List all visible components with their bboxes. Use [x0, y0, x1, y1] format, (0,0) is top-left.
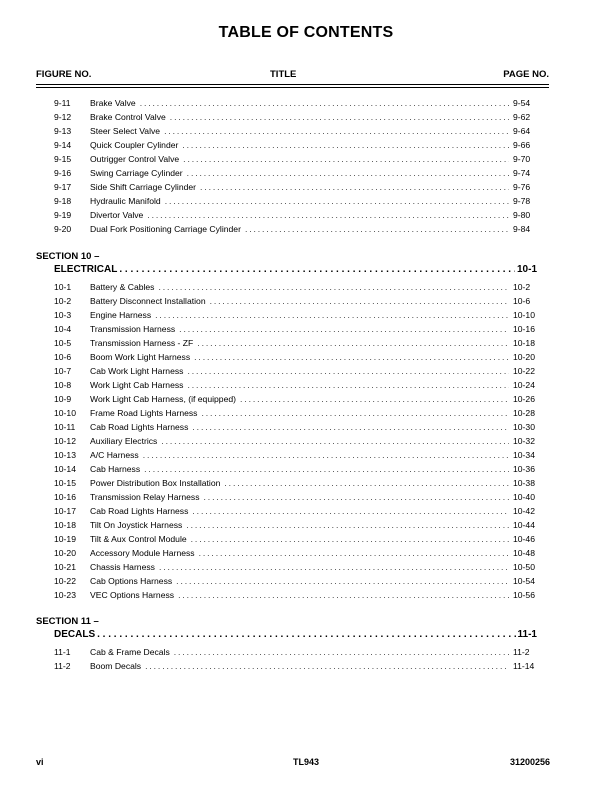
figure-number: 9-13 [54, 126, 72, 136]
toc-entry[interactable] [54, 393, 549, 405]
figure-number: 10-23 [54, 590, 76, 600]
leader-dots [224, 477, 509, 489]
toc-entry[interactable] [54, 589, 549, 601]
entry-title: Auxiliary Electrics [90, 436, 158, 446]
entry-title: Work Light Cab Harness [90, 380, 184, 390]
leader-dots [187, 167, 509, 179]
section-11-name: DECALS [54, 629, 96, 640]
entry-page: 9-78 [513, 196, 531, 206]
entry-page: 10-30 [513, 422, 535, 432]
entry-title: Cab Work Light Harness [90, 366, 184, 376]
toc-entry[interactable] [54, 379, 549, 391]
figure-number: 10-21 [54, 562, 76, 572]
leader-dots [200, 181, 509, 193]
leader-dots [176, 575, 509, 587]
entry-title: Engine Harness [90, 310, 152, 320]
figure-number: 10-13 [54, 450, 76, 460]
figure-number: 10-22 [54, 576, 76, 586]
entry-title: Chassis Harness [90, 562, 155, 572]
entry-title: Cab & Frame Decals [90, 647, 170, 657]
entry-title: VEC Options Harness [90, 590, 175, 600]
leader-dots [170, 111, 509, 123]
figure-number: 10-12 [54, 436, 76, 446]
figure-number: 10-11 [54, 422, 76, 432]
toc-entry[interactable] [54, 125, 549, 137]
toc-entry[interactable] [54, 281, 549, 293]
figure-number: 10-9 [54, 394, 72, 404]
leader-dots [155, 309, 509, 321]
toc-entry[interactable] [54, 561, 549, 573]
entry-page: 9-66 [513, 140, 531, 150]
leader-dots [178, 589, 509, 601]
leader-dots [187, 365, 509, 377]
entry-title: Battery & Cables [90, 282, 155, 292]
toc-entry[interactable] [54, 295, 549, 307]
entry-page: 10-6 [513, 296, 531, 306]
toc-entry[interactable] [54, 153, 549, 165]
entry-page: 10-40 [513, 492, 535, 502]
figure-number: 11-2 [54, 661, 71, 671]
toc-entry[interactable] [54, 351, 549, 363]
toc-entry[interactable] [54, 223, 549, 235]
toc-entry[interactable] [54, 477, 549, 489]
entry-title: A/C Harness [90, 450, 139, 460]
leader-dots [204, 491, 509, 503]
entry-title: Accessory Module Harness [90, 548, 195, 558]
toc-entry[interactable] [54, 421, 549, 433]
toc-entry[interactable] [54, 181, 549, 193]
entry-title: Side Shift Carriage Cylinder [90, 182, 197, 192]
toc-entry[interactable] [54, 505, 549, 517]
leader-dots [187, 379, 509, 391]
entry-page: 10-22 [513, 366, 535, 376]
column-headers [36, 69, 549, 81]
leader-dots [161, 435, 509, 447]
toc-entry[interactable] [54, 111, 549, 123]
entry-page: 10-28 [513, 408, 535, 418]
toc-entry[interactable] [54, 323, 549, 335]
entry-title: Cab Options Harness [90, 576, 173, 586]
entry-page: 10-32 [513, 436, 535, 446]
toc-entry[interactable] [54, 435, 549, 447]
figure-no-header: FIGURE NO. [36, 69, 92, 80]
entry-page: 9-76 [513, 182, 531, 192]
leader-dots [119, 264, 515, 275]
figure-number: 9-17 [54, 182, 72, 192]
figure-number: 10-1 [54, 282, 72, 292]
leader-dots [158, 281, 509, 293]
entry-page: 10-56 [513, 590, 535, 600]
figure-number: 10-5 [54, 338, 72, 348]
footer-model: TL943 [292, 757, 319, 767]
entry-page: 9-84 [513, 224, 531, 234]
entry-page: 9-64 [513, 126, 531, 136]
entry-title: Cab Road Lights Harness [90, 422, 189, 432]
toc-entry[interactable] [54, 449, 549, 461]
leader-dots [183, 153, 509, 165]
entry-page: 10-16 [513, 324, 535, 334]
section-10-page: 10-1 [516, 264, 537, 275]
entry-page: 10-18 [513, 338, 535, 348]
figure-number: 10-2 [54, 296, 72, 306]
entry-title: Brake Valve [90, 98, 136, 108]
figure-number: 10-15 [54, 478, 76, 488]
leader-dots [201, 407, 509, 419]
toc-entry[interactable] [54, 463, 549, 475]
toc-entry[interactable] [54, 407, 549, 419]
entry-title: Quick Coupler Cylinder [90, 140, 179, 150]
figure-number: 9-12 [54, 112, 72, 122]
section-10-title-line[interactable] [54, 264, 537, 276]
leader-dots [194, 351, 509, 363]
entry-page: 9-80 [513, 210, 531, 220]
figure-number: 9-18 [54, 196, 72, 206]
leader-dots [179, 323, 509, 335]
entry-title: Tilt & Aux Control Module [90, 534, 187, 544]
toc-entry[interactable] [54, 533, 549, 545]
entry-title: Brake Control Valve [90, 112, 166, 122]
entry-title: Tilt On Joystick Harness [90, 520, 183, 530]
entry-page: 10-34 [513, 450, 535, 460]
entry-page: 10-42 [513, 506, 535, 516]
leader-dots [164, 125, 509, 137]
figure-number: 9-20 [54, 224, 72, 234]
entry-title: Boom Work Light Harness [90, 352, 191, 362]
toc-entry[interactable] [54, 646, 549, 658]
toc-entry[interactable] [54, 167, 549, 179]
leader-dots [97, 629, 515, 640]
figure-number: 11-1 [54, 647, 71, 657]
title-header: TITLE [270, 69, 297, 80]
leader-dots [199, 547, 509, 559]
figure-number: 10-19 [54, 534, 76, 544]
entry-page: 10-2 [513, 282, 531, 292]
entry-page: 10-36 [513, 464, 535, 474]
entry-title: Dual Fork Positioning Carriage Cylinder [90, 224, 241, 234]
entry-page: 9-54 [513, 98, 531, 108]
leader-dots [140, 97, 509, 109]
leader-dots [174, 646, 509, 658]
entry-title: Power Distribution Box Installation [90, 478, 221, 488]
leader-dots [210, 295, 509, 307]
figure-number: 9-16 [54, 168, 72, 178]
leader-dots [192, 505, 509, 517]
entry-page: 9-74 [513, 168, 531, 178]
leader-dots [145, 660, 509, 672]
toc-entry[interactable] [54, 365, 549, 377]
header-rule-top [36, 84, 549, 85]
leader-dots [245, 223, 509, 235]
toc-entry[interactable] [54, 491, 549, 503]
section-11-title-line[interactable] [54, 629, 537, 641]
page-no-header: PAGE NO. [503, 69, 549, 80]
entry-title: Steer Select Valve [90, 126, 161, 136]
section-10-name: ELECTRICAL [54, 264, 118, 275]
entry-title: Frame Road Lights Harness [90, 408, 198, 418]
figure-number: 10-20 [54, 548, 76, 558]
figure-number: 10-10 [54, 408, 76, 418]
toc-entry[interactable] [54, 309, 549, 321]
entry-title: Work Light Cab Harness, (if equipped) [90, 394, 237, 404]
entry-page: 10-48 [513, 548, 535, 558]
leader-dots [240, 393, 509, 405]
figure-number: 10-16 [54, 492, 76, 502]
entry-title: Transmission Harness [90, 324, 176, 334]
section-11-heading: SECTION 11 – [36, 616, 99, 627]
figure-number: 10-7 [54, 366, 72, 376]
page-title: TABLE OF CONTENTS [218, 24, 394, 41]
entry-title: Swing Carriage Cylinder [90, 168, 183, 178]
leader-dots [197, 337, 509, 349]
entry-page: 10-44 [513, 520, 535, 530]
entry-page: 10-46 [513, 534, 535, 544]
entry-title: Battery Disconnect Installation [90, 296, 206, 306]
figure-number: 9-14 [54, 140, 72, 150]
section-10-heading: SECTION 10 – [36, 251, 100, 262]
figure-number: 10-14 [54, 464, 76, 474]
leader-dots [165, 195, 509, 207]
entry-title: Boom Decals [90, 661, 142, 671]
entry-page: 11-2 [513, 647, 530, 657]
toc-entry[interactable] [54, 209, 549, 221]
leader-dots [186, 519, 509, 531]
entry-title: Divertor Valve [90, 210, 144, 220]
entry-title: Transmission Harness - ZF [90, 338, 194, 348]
entry-page: 10-26 [513, 394, 535, 404]
toc-entry[interactable] [54, 547, 549, 559]
entry-page: 9-62 [513, 112, 531, 122]
figure-number: 9-19 [54, 210, 72, 220]
toc-entry[interactable] [54, 195, 549, 207]
header-rule-bottom [36, 87, 549, 88]
leader-dots [182, 139, 509, 151]
figure-number: 10-8 [54, 380, 72, 390]
entry-page: 10-10 [513, 310, 535, 320]
leader-dots [144, 463, 509, 475]
entry-page: 10-50 [513, 562, 535, 572]
entry-title: Transmission Relay Harness [90, 492, 200, 502]
leader-dots [143, 449, 509, 461]
entry-page: 10-38 [513, 478, 535, 488]
leader-dots [192, 421, 509, 433]
entry-page: 9-70 [513, 154, 531, 164]
figure-number: 10-6 [54, 352, 72, 362]
entry-page: 10-54 [513, 576, 535, 586]
leader-dots [147, 209, 509, 221]
toc-entry[interactable] [54, 337, 549, 349]
entry-page: 11-14 [513, 661, 535, 671]
entry-title: Hydraulic Manifold [90, 196, 161, 206]
entry-title: Outrigger Control Valve [90, 154, 180, 164]
figure-number: 9-15 [54, 154, 72, 164]
figure-number: 9-11 [54, 98, 71, 108]
footer-page-number: vi [36, 757, 44, 767]
figure-number: 10-18 [54, 520, 76, 530]
entry-page: 10-20 [513, 352, 535, 362]
leader-dots [159, 561, 509, 573]
entry-title: Cab Harness [90, 464, 141, 474]
entry-title: Cab Road Lights Harness [90, 506, 189, 516]
toc-entry[interactable] [54, 660, 549, 672]
toc-entry[interactable] [54, 97, 549, 109]
toc-entry[interactable] [54, 139, 549, 151]
leader-dots [191, 533, 509, 545]
figure-number: 10-17 [54, 506, 76, 516]
footer-doc-number: 31200256 [509, 757, 550, 767]
section-11-page: 11-1 [517, 629, 537, 640]
entry-page: 10-24 [513, 380, 535, 390]
toc-entry[interactable] [54, 575, 549, 587]
figure-number: 10-4 [54, 324, 72, 334]
toc-entry[interactable] [54, 519, 549, 531]
figure-number: 10-3 [54, 310, 72, 320]
